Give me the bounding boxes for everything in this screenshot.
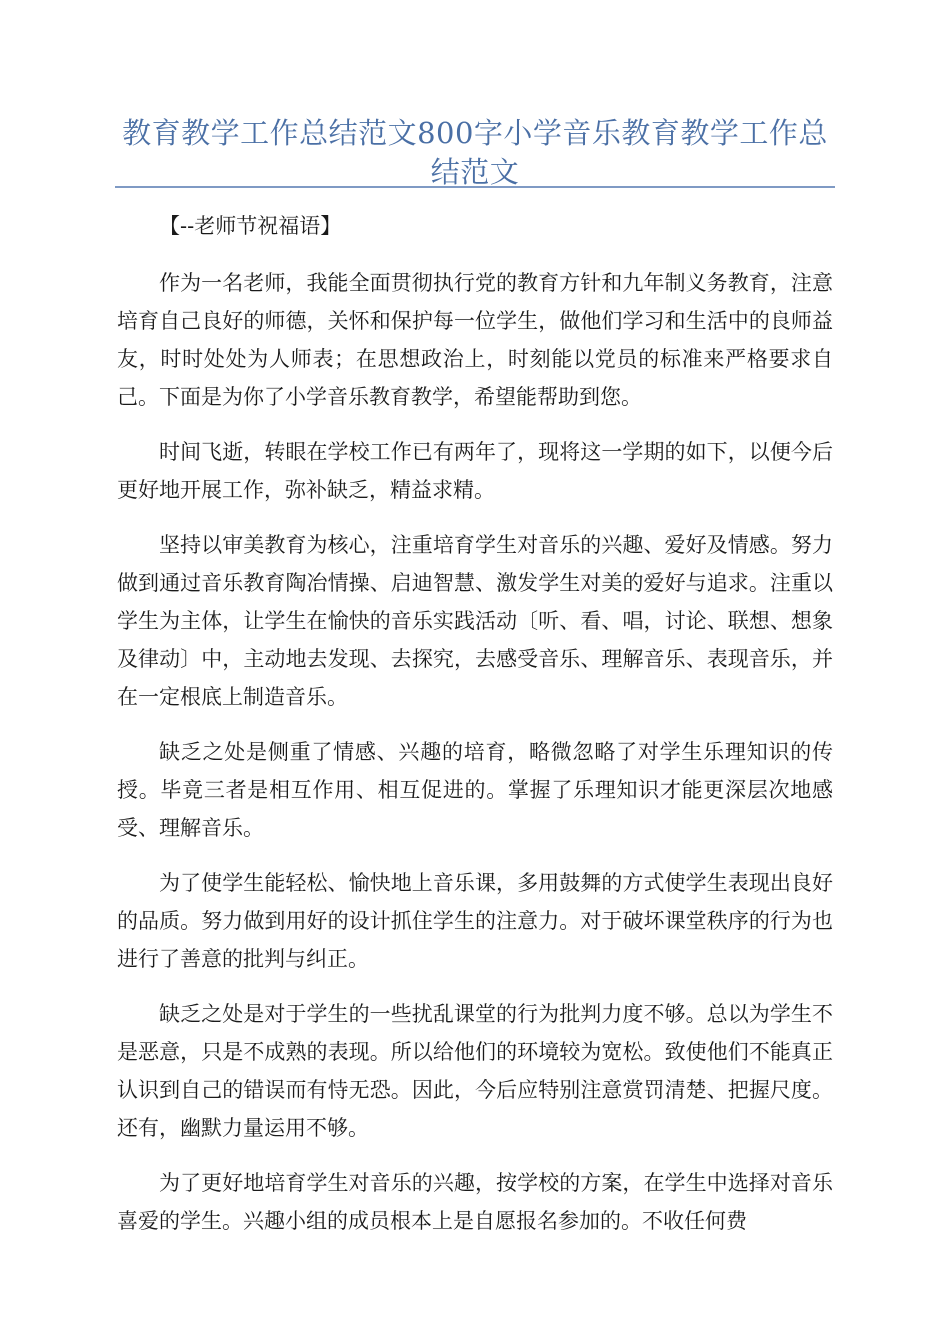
paragraph: 为了更好地培育学生对音乐的兴趣，按学校的方案，在学生中选择对音乐喜爱的学生。兴趣小组的成员根本上是自愿报名参加的。不收任何费 [117,1171,833,1233]
paragraph: 为了使学生能轻松、愉快地上音乐课，多用鼓舞的方式使学生表现出良好的品质。努力做到用好的设计抓住学生的注意力。对于破坏课堂秩序的行为也进行了善意的批判与纠正。 [117,871,833,971]
paragraph: 时间飞逝，转眼在学校工作已有两年了，现将这一学期的如下，以便今后更好地开展工作，弥补缺乏，精益求精。 [117,440,833,502]
tagline: 【--老师节祝福语】 [159,214,342,238]
paragraph: 坚持以审美教育为核心，注重培育学生对音乐的兴趣、爱好及情感。努力做到通过音乐教育陶冶情操、启迪智慧、激发学生对美的爱好与追求。注重以学生为主体，让学生在愉快的音乐实践活动〔听、看、唱，讨论、联想、想象及律动〕中，主动地去发现、去探究，去感受音乐、理解音乐、表现音乐，并在一定根底上制造音乐。 [117,533,833,709]
document-body [117,207,833,1257]
paragraph: 作为一名老师，我能全面贯彻执行党的教育方针和九年制义务教育，注意培育自己良好的师德，关怀和保护每一位学生，做他们学习和生活中的良师益友，时时处处为人师表；在思想政治上，时刻能以党员的标准来严格要求自己。下面是为你了小学音乐教育教学，希望能帮助到您。 [117,271,833,409]
document-title: 教育教学工作总结范文800字小学音乐教育教学工作总结范文 [122,116,828,189]
paragraph: 缺乏之处是侧重了情感、兴趣的培育，略微忽略了对学生乐理知识的传授。毕竟三者是相互作用、相互促进的。掌握了乐理知识才能更深层次地感受、理解音乐。 [117,740,833,840]
title-divider [115,186,835,188]
paragraph: 缺乏之处是对于学生的一些扰乱课堂的行为批判力度不够。总以为学生不是恶意，只是不成熟的表现。所以给他们的环境较为宽松。致使他们不能真正认识到自己的错误而有恃无恐。因此，今后应特别注意赏罚清楚、把握尺度。还有，幽默力量运用不够。 [117,1002,833,1140]
